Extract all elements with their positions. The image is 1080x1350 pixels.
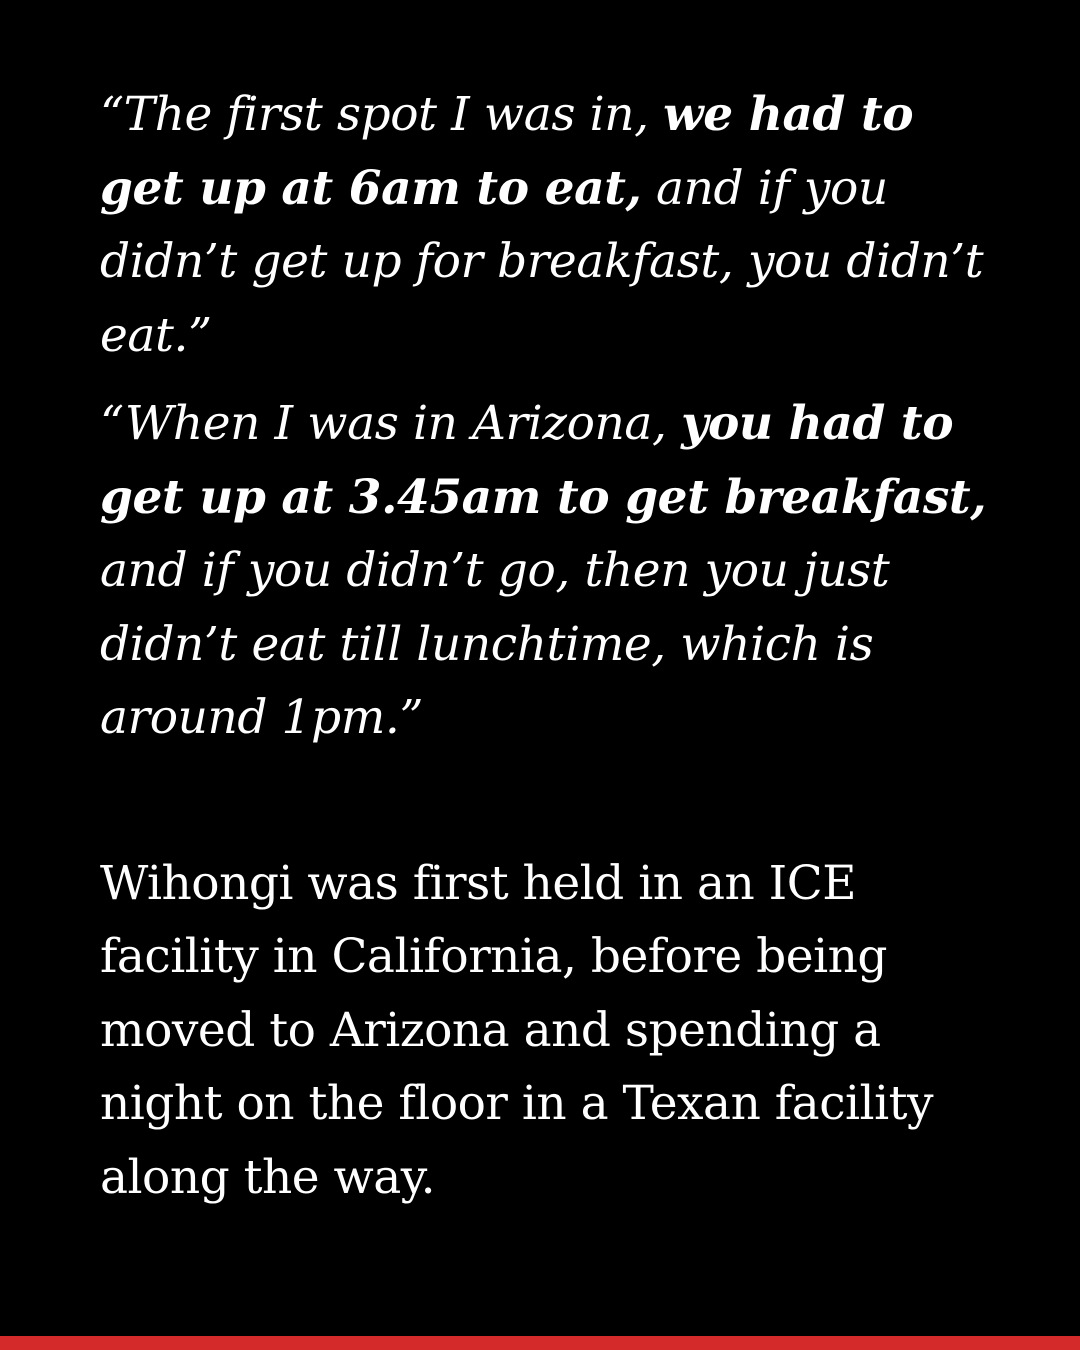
quote-2-emphasis-text: you had to get up at 3.45am to get breakfast, (100, 396, 987, 525)
quote-1-closing-text: and if you didn’t get up for breakfast, you didn’t eat.” (100, 160, 984, 363)
accent-bar (0, 1336, 1080, 1350)
quote-1-opening-text: “The first spot I was in, (100, 87, 664, 142)
quote-2-closing-text: and if you didn’t go, then you just didn’t eat till lunchtime, which is around 1pm.” (100, 543, 890, 745)
quote-2-opening-text: “When I was in Arizona, (100, 396, 682, 451)
quote-first-facility (100, 78, 1000, 372)
quote-arizona (100, 387, 1000, 755)
slide-content (100, 78, 1000, 1214)
quote-1-emphasis-text: we had to get up at 6am to eat, (100, 87, 914, 216)
body-paragraph: Wihongi was first held in an ICE facility in California, before being moved to Arizona and spending a night on the floor in a Texan facility along the way. (100, 855, 934, 1205)
